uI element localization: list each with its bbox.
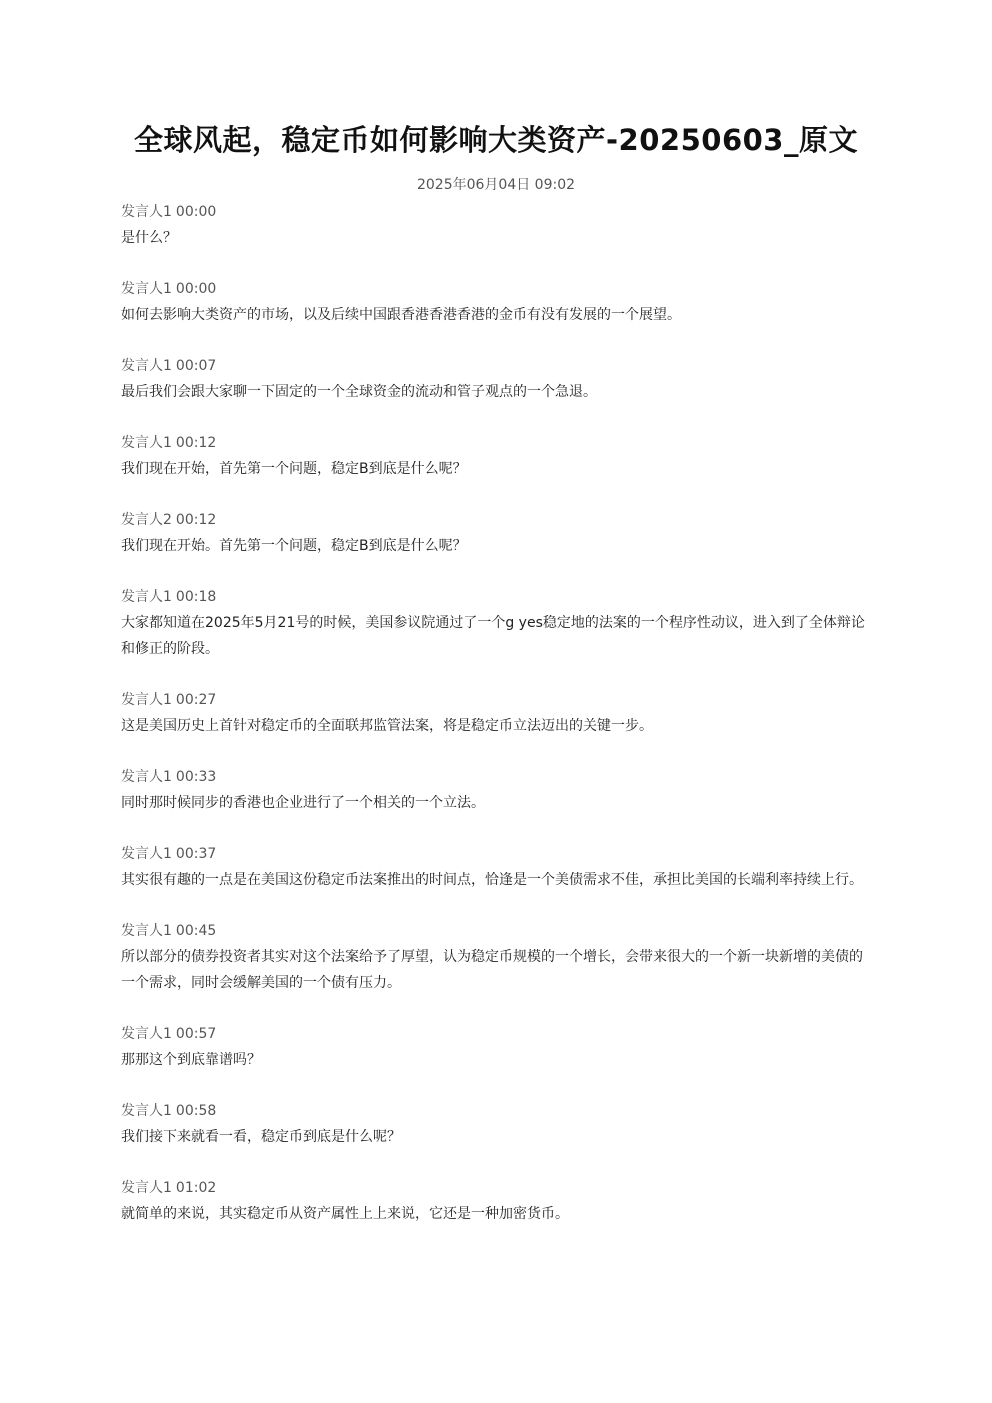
document-date: 2025年06月04日 09:02: [416, 177, 576, 193]
transcript-entry: [121, 199, 875, 251]
entry-text: 我们现在开始，首先第一个问题，稳定B到底是什么呢？: [121, 461, 467, 477]
speaker-name: 发言人1: [121, 281, 172, 297]
timestamp: 00:00: [175, 281, 217, 297]
speaker-line: [121, 764, 875, 790]
speaker-line: [121, 584, 875, 610]
timestamp: 00:00: [175, 204, 217, 220]
timestamp: 00:33: [175, 769, 217, 785]
speaker-name: 发言人1: [121, 923, 172, 939]
transcript-entry: [121, 1175, 875, 1227]
entry-text: 其实很有趣的一点是在美国这份稳定币法案推出的时间点，恰逢是一个美债需求不佳，承担比美国的长端利率持续上行。: [121, 872, 863, 888]
transcript-entry: [121, 430, 875, 482]
entry-text: 我们接下来就看一看，稳定币到底是什么呢？: [121, 1129, 401, 1145]
transcript-entry: [121, 841, 875, 893]
timestamp: 00:18: [175, 589, 217, 605]
speaker-name: 发言人1: [121, 1103, 172, 1119]
timestamp: 01:02: [175, 1180, 217, 1196]
speaker-line: [121, 1021, 875, 1047]
speaker-line: [121, 687, 875, 713]
timestamp: 00:07: [175, 358, 217, 374]
entry-text: 这是美国历史上首针对稳定币的全面联邦监管法案，将是稳定币立法迈出的关键一步。: [121, 718, 653, 734]
transcript-entry: [121, 1021, 875, 1073]
entry-text: 所以部分的债券投资者其实对这个法案给予了厚望，认为稳定币规模的一个增长，会带来很大的一个新一块新增的美债的一个需求，同时会缓解美国的一个债有压力。: [121, 949, 863, 991]
speaker-name: 发言人1: [121, 1026, 172, 1042]
entry-text: 大家都知道在2025年5月21号的时候，美国参议院通过了一个g yes稳定地的法案的一个程序性动议，进入到了全体辩论和修正的阶段。: [121, 615, 865, 657]
speaker-name: 发言人1: [121, 589, 172, 605]
entry-text: 最后我们会跟大家聊一下固定的一个全球资金的流动和管子观点的一个急退。: [121, 384, 597, 400]
entry-text: 我们现在开始。首先第一个问题，稳定B到底是什么呢？: [121, 538, 467, 554]
speaker-name: 发言人2: [121, 512, 172, 528]
speaker-name: 发言人1: [121, 846, 172, 862]
speaker-name: 发言人1: [121, 769, 172, 785]
speaker-line: [121, 276, 875, 302]
speaker-line: [121, 353, 875, 379]
speaker-line: [121, 507, 875, 533]
timestamp: 00:58: [175, 1103, 217, 1119]
transcript-entry: [121, 507, 875, 559]
transcript-entry: [121, 353, 875, 405]
speaker-name: 发言人1: [121, 358, 172, 374]
timestamp: 00:57: [175, 1026, 217, 1042]
timestamp: 00:12: [175, 435, 217, 451]
transcript-entry: [121, 918, 875, 996]
speaker-line: [121, 1175, 875, 1201]
transcript-entry: [121, 764, 875, 816]
speaker-name: 发言人1: [121, 692, 172, 708]
speaker-line: [121, 841, 875, 867]
transcript-entry: [121, 687, 875, 739]
entry-text: 如何去影响大类资产的市场，以及后续中国跟香港香港香港的金币有没有发展的一个展望。: [121, 307, 681, 323]
timestamp: 00:12: [175, 512, 217, 528]
speaker-line: [121, 1098, 875, 1124]
speaker-name: 发言人1: [121, 1180, 172, 1196]
timestamp: 00:37: [175, 846, 217, 862]
speaker-name: 发言人1: [121, 204, 172, 220]
entry-text: 就简单的来说，其实稳定币从资产属性上上来说，它还是一种加密货币。: [121, 1206, 569, 1222]
timestamp: 00:27: [175, 692, 217, 708]
speaker-line: [121, 430, 875, 456]
speaker-line: [121, 199, 875, 225]
speaker-line: [121, 918, 875, 944]
entry-text: 同时那时候同步的香港也企业进行了一个相关的一个立法。: [121, 795, 485, 811]
entry-text: 那那这个到底靠谱吗？: [121, 1052, 261, 1068]
transcript-entry: [121, 584, 875, 662]
speaker-name: 发言人1: [121, 435, 172, 451]
document-title: 全球风起，稳定币如何影响大类资产-20250603_原文: [134, 123, 858, 157]
timestamp: 00:45: [175, 923, 217, 939]
entry-text: 是什么？: [121, 230, 177, 246]
transcript-entry: [121, 276, 875, 328]
transcript: [121, 199, 875, 1252]
transcript-entry: [121, 1098, 875, 1150]
